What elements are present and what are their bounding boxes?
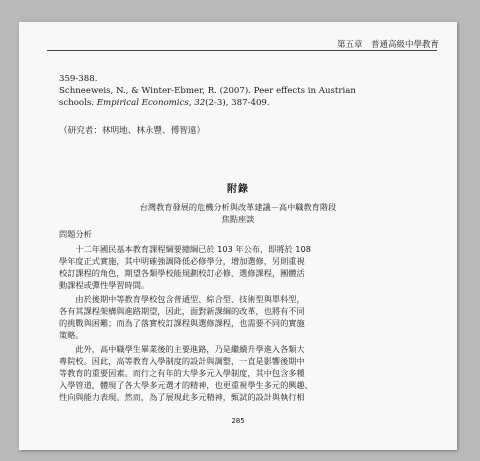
reference-journal: Empirical Economics, 32	[96, 98, 206, 108]
reference-line-3	[59, 98, 270, 108]
appendix-title: 附錄	[227, 184, 249, 195]
body-line: 動課程或彈性學習時間。	[59, 280, 150, 290]
body-line: 策略。	[59, 330, 84, 340]
section-heading: 問題分析	[59, 229, 92, 239]
body-line: 等教育的重要因素。而行之有年的大學多元入學制度，其中包含多種	[59, 368, 305, 378]
reference-line-1: 359-388.	[59, 74, 98, 84]
appendix-focus: 焦點座談	[221, 214, 255, 224]
reference-plain: schools.	[59, 98, 97, 108]
reference-pages: (2-3), 387-409.	[205, 98, 270, 108]
body-line: 校訂課程的角色，期望各類學校能規劃校訂必修、選修課程，團體活	[59, 268, 305, 278]
body-line: 由於後期中等教育學校包含普通型、綜合型、技術型與單科型，	[59, 294, 305, 304]
body-line: 各有其課程架構與進路期望，因此，面對新課綱的改革，也將有不同	[59, 306, 305, 316]
authors-note: （研究者：林明地、林永豐、傅智遠）	[59, 126, 206, 136]
body-line: 專院校。因此，高等教育入學制度的設計與調整，一直是影響後期中	[59, 356, 305, 366]
running-head: 第五章 普通高級中學教育	[336, 40, 439, 50]
body-line: 性向與能力表現。然而，為了展現此多元精神，甄試的設計與執行相	[59, 392, 305, 402]
page-number: 285	[231, 417, 245, 425]
body-line: 十二年國民基本教育課程綱要總綱已於 103 年公布，即將於 108	[59, 244, 311, 254]
header-rule	[47, 50, 437, 51]
body-line: 此外，高中職學生畢業後的主要進路，乃是繼續升學進入各類大	[59, 344, 305, 354]
body-line: 的挑戰與困難；而為了落實校訂課程與選修課程，也需要不同的實施	[59, 318, 305, 328]
appendix-subtitle: 台灣教育發展的危機分析與改革建議－高中職教育階段	[139, 202, 337, 212]
body-line: 學年度正式實施，其中明確強調降低必修學分，增加選修，另則重視	[59, 256, 305, 266]
body-line: 入學管道，體現了各大學多元選才的精神，也更重視學生多元的興趣、	[59, 380, 313, 390]
reference-line-2: Schneeweis, N., & Winter-Ebmer, R. (2007). Peer effects in Austrian	[59, 86, 356, 96]
document-page	[19, 22, 457, 450]
